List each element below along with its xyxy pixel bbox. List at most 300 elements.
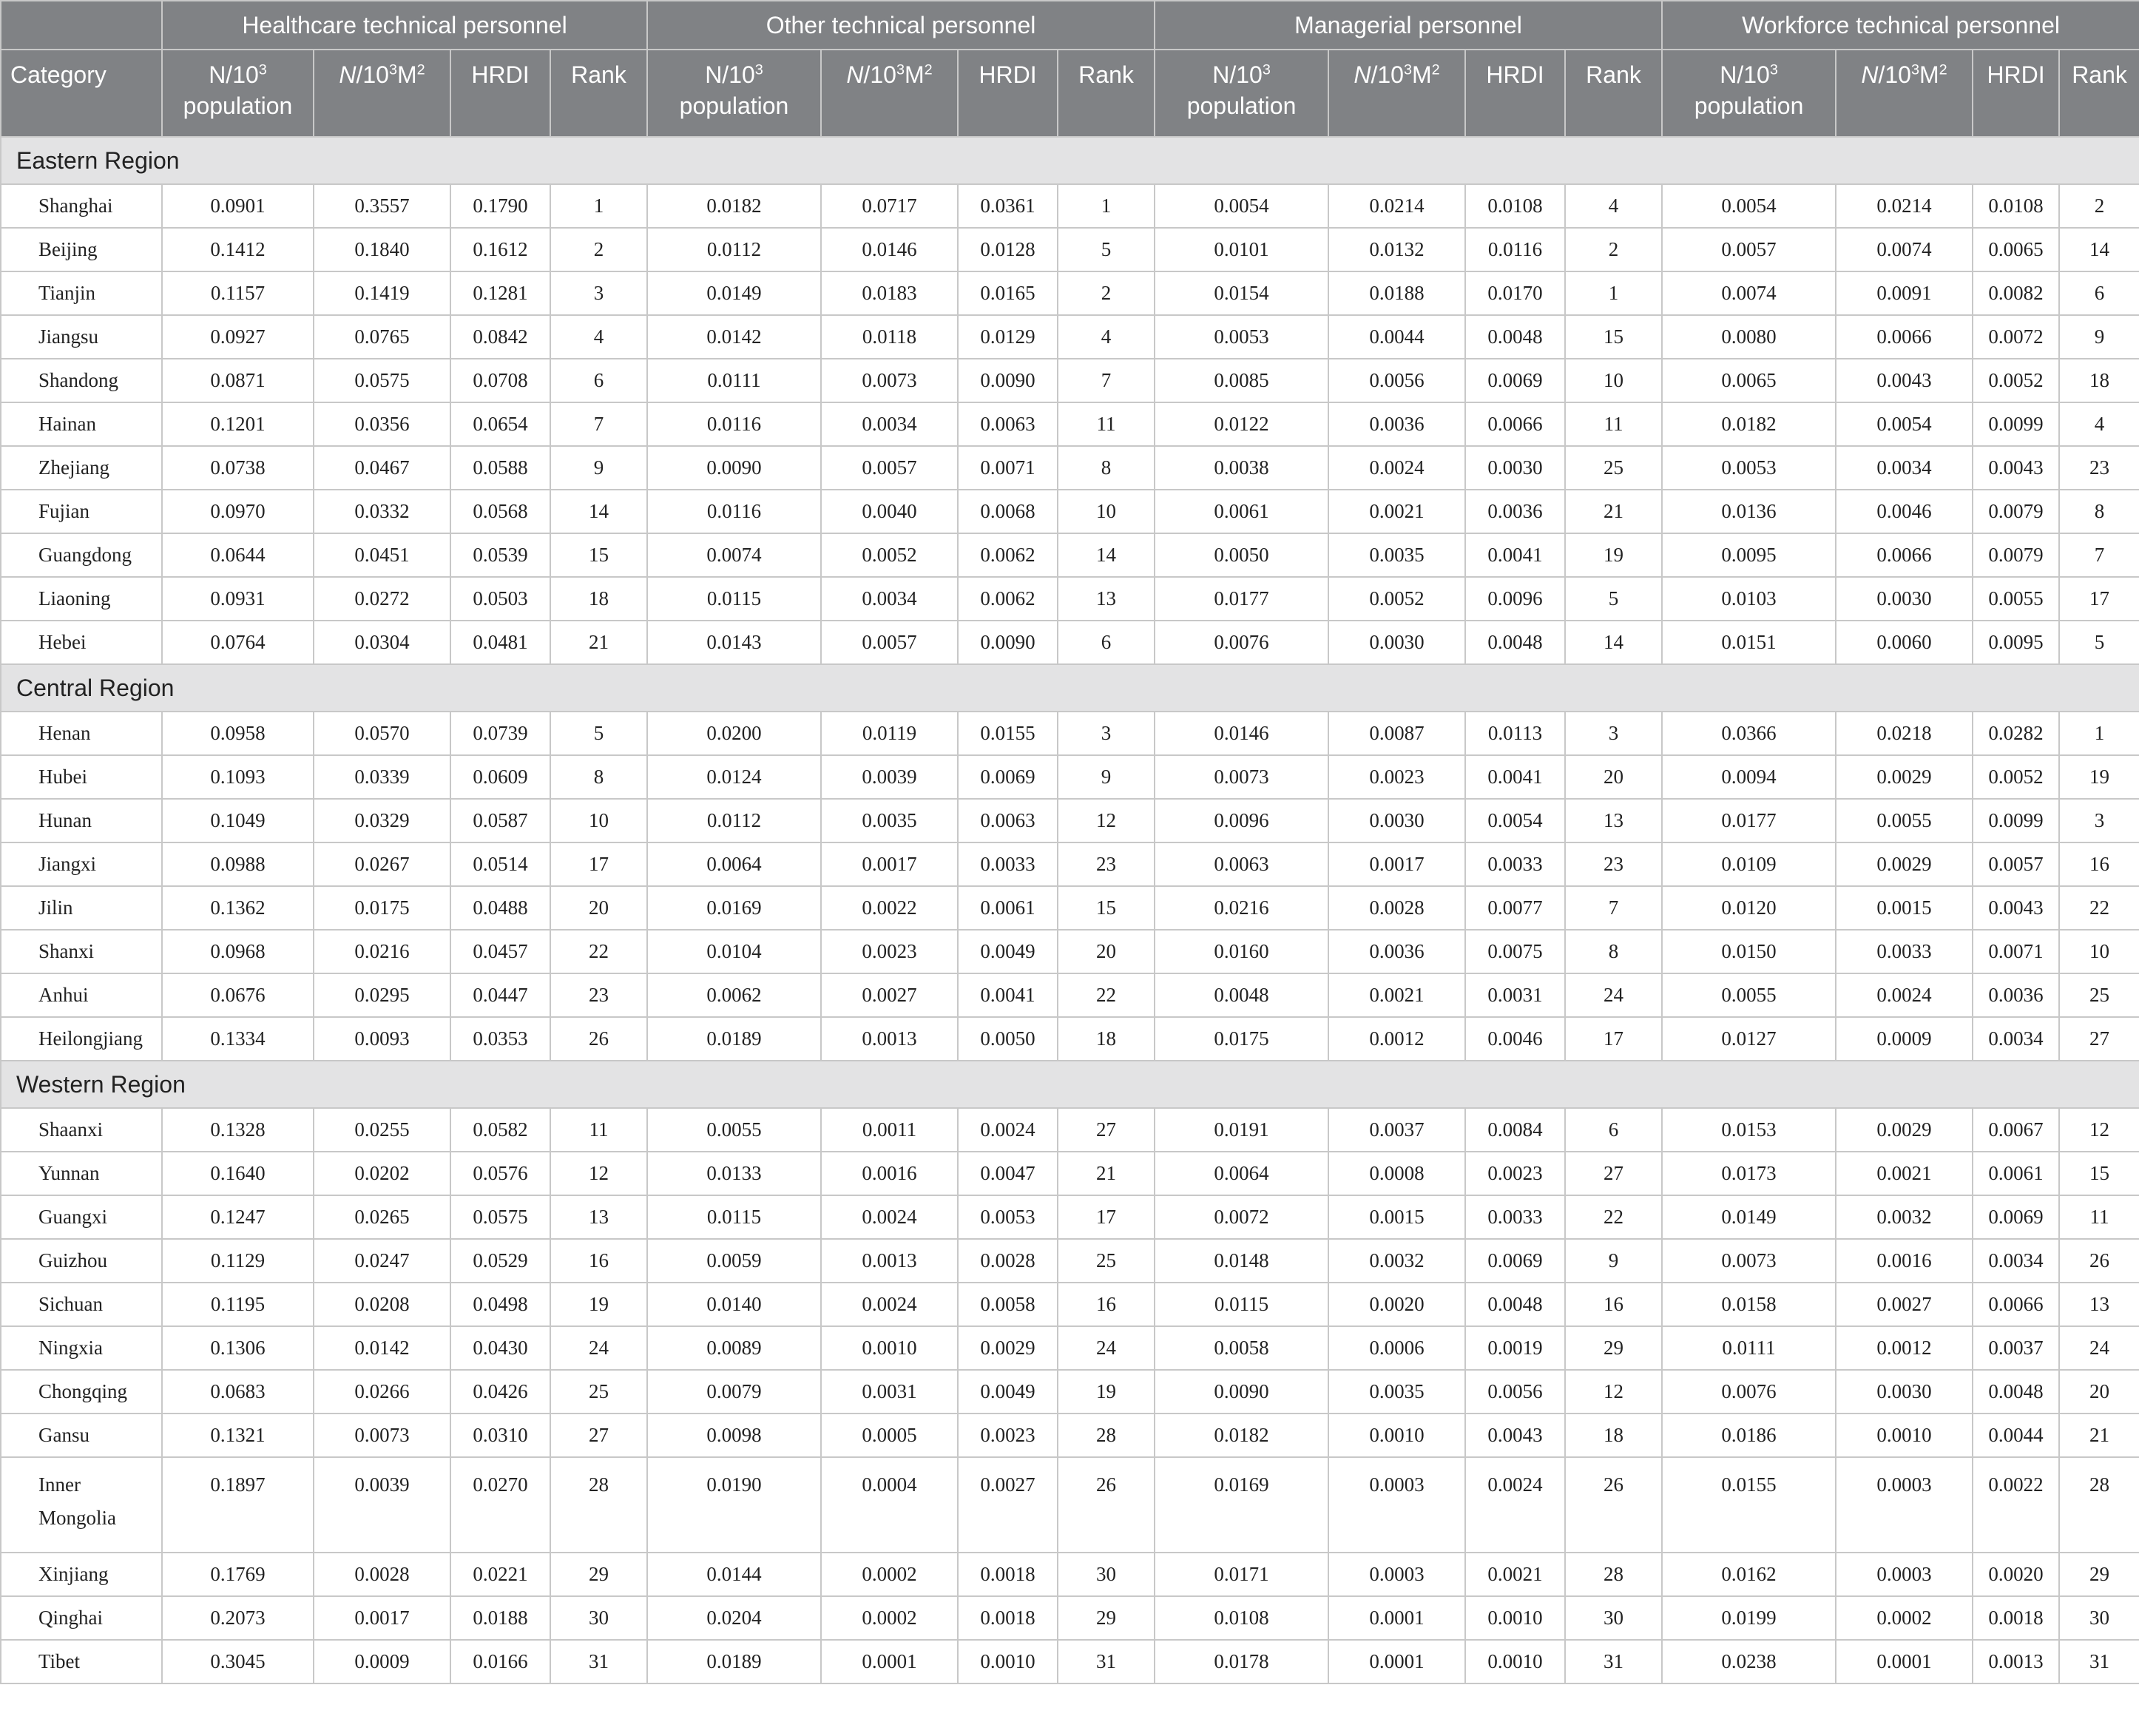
value-cell: 8 bbox=[550, 755, 647, 799]
region-name: Western Region bbox=[1, 1061, 2139, 1108]
value-cell: 0.0514 bbox=[450, 842, 550, 886]
value-cell: 0.0065 bbox=[1973, 228, 2059, 271]
value-cell: 0.0052 bbox=[821, 533, 958, 577]
value-cell: 0.0295 bbox=[314, 973, 450, 1017]
province-cell: Tianjin bbox=[1, 271, 162, 315]
col-header-rank: Rank bbox=[1565, 50, 1662, 137]
category-header: Category bbox=[1, 50, 162, 137]
value-cell: 0.0927 bbox=[162, 315, 314, 359]
value-cell: 9 bbox=[1565, 1239, 1662, 1283]
value-cell: 0.0568 bbox=[450, 490, 550, 533]
value-cell: 0.0199 bbox=[1662, 1596, 1836, 1640]
value-cell: 0.0055 bbox=[647, 1108, 821, 1152]
value-cell: 1 bbox=[1058, 184, 1155, 228]
value-cell: 30 bbox=[1565, 1596, 1662, 1640]
value-cell: 0.0310 bbox=[450, 1414, 550, 1457]
value-cell: 0.0272 bbox=[314, 577, 450, 621]
header-group-row bbox=[1, 1, 2139, 50]
value-cell: 18 bbox=[1565, 1414, 1662, 1457]
value-cell: 11 bbox=[1058, 402, 1155, 446]
value-cell: 0.0053 bbox=[1662, 446, 1836, 490]
value-cell: 0.0170 bbox=[1465, 271, 1565, 315]
value-cell: 26 bbox=[1058, 1457, 1155, 1553]
value-cell: 0.0004 bbox=[821, 1457, 958, 1553]
value-cell: 0.1419 bbox=[314, 271, 450, 315]
value-cell: 0.0017 bbox=[821, 842, 958, 886]
value-cell: 0.0043 bbox=[1465, 1414, 1565, 1457]
value-cell: 0.0076 bbox=[1155, 621, 1328, 664]
table-row bbox=[1, 1553, 2139, 1596]
value-cell: 21 bbox=[1565, 490, 1662, 533]
value-cell: 0.0053 bbox=[958, 1195, 1058, 1239]
value-cell: 0.0066 bbox=[1973, 1283, 2059, 1326]
value-cell: 31 bbox=[1565, 1640, 1662, 1683]
value-cell: 0.1093 bbox=[162, 755, 314, 799]
value-cell: 0.0054 bbox=[1465, 799, 1565, 842]
value-cell: 0.0062 bbox=[647, 973, 821, 1017]
value-cell: 12 bbox=[550, 1152, 647, 1195]
header-sub-row bbox=[1, 50, 2139, 137]
value-cell: 0.0049 bbox=[958, 930, 1058, 973]
table-row bbox=[1, 1640, 2139, 1683]
value-cell: 0.0079 bbox=[1973, 490, 2059, 533]
value-cell: 0.0457 bbox=[450, 930, 550, 973]
province-cell: Anhui bbox=[1, 973, 162, 1017]
value-cell: 0.0074 bbox=[1662, 271, 1836, 315]
value-cell: 0.0024 bbox=[821, 1195, 958, 1239]
value-cell: 0.3557 bbox=[314, 184, 450, 228]
value-cell: 0.0095 bbox=[1662, 533, 1836, 577]
value-cell: 11 bbox=[2059, 1195, 2139, 1239]
value-cell: 0.1897 bbox=[162, 1457, 314, 1553]
value-cell: 0.0765 bbox=[314, 315, 450, 359]
value-cell: 0.0001 bbox=[1328, 1640, 1465, 1683]
value-cell: 9 bbox=[2059, 315, 2139, 359]
value-cell: 6 bbox=[1565, 1108, 1662, 1152]
value-cell: 0.0098 bbox=[647, 1414, 821, 1457]
value-cell: 0.0069 bbox=[1465, 1239, 1565, 1283]
value-cell: 0.0052 bbox=[1973, 359, 2059, 402]
value-cell: 20 bbox=[1565, 755, 1662, 799]
value-cell: 0.0177 bbox=[1155, 577, 1328, 621]
value-cell: 0.0021 bbox=[1328, 973, 1465, 1017]
per-area-mid: /10 bbox=[1878, 61, 1911, 88]
value-cell: 0.0267 bbox=[314, 842, 450, 886]
value-cell: 0.0006 bbox=[1328, 1326, 1465, 1370]
province-cell: Jiangsu bbox=[1, 315, 162, 359]
value-cell: 0.0426 bbox=[450, 1370, 550, 1414]
per-pop-label: N/10 bbox=[209, 61, 259, 88]
value-cell: 8 bbox=[2059, 490, 2139, 533]
value-cell: 0.0128 bbox=[958, 228, 1058, 271]
table-row bbox=[1, 184, 2139, 228]
value-cell: 0.0020 bbox=[1973, 1553, 2059, 1596]
value-cell: 13 bbox=[2059, 1283, 2139, 1326]
table-row bbox=[1, 886, 2139, 930]
value-cell: 10 bbox=[1565, 359, 1662, 402]
value-cell: 0.0010 bbox=[958, 1640, 1058, 1683]
value-cell: 0.0095 bbox=[1973, 621, 2059, 664]
value-cell: 0.0021 bbox=[1465, 1553, 1565, 1596]
value-cell: 0.0041 bbox=[1465, 755, 1565, 799]
value-cell: 22 bbox=[550, 930, 647, 973]
value-cell: 0.0054 bbox=[1662, 184, 1836, 228]
col-header-hrdi: HRDI bbox=[958, 50, 1058, 137]
value-cell: 0.0074 bbox=[647, 533, 821, 577]
value-cell: 0.0654 bbox=[450, 402, 550, 446]
value-cell: 0.0071 bbox=[958, 446, 1058, 490]
value-cell: 0.0057 bbox=[1973, 842, 2059, 886]
value-cell: 11 bbox=[550, 1108, 647, 1152]
value-cell: 0.0182 bbox=[1155, 1414, 1328, 1457]
value-cell: 0.1306 bbox=[162, 1326, 314, 1370]
value-cell: 0.1201 bbox=[162, 402, 314, 446]
value-cell: 22 bbox=[1058, 973, 1155, 1017]
value-cell: 0.0093 bbox=[314, 1017, 450, 1061]
value-cell: 20 bbox=[2059, 1370, 2139, 1414]
per-pop-suffix: population bbox=[183, 92, 293, 119]
value-cell: 0.0015 bbox=[1328, 1195, 1465, 1239]
per-area-unit: M bbox=[904, 61, 925, 88]
value-cell: 0.0575 bbox=[450, 1195, 550, 1239]
value-cell: 31 bbox=[550, 1640, 647, 1683]
value-cell: 0.0058 bbox=[958, 1283, 1058, 1326]
value-cell: 0.0153 bbox=[1662, 1108, 1836, 1152]
table-row bbox=[1, 446, 2139, 490]
value-cell: 0.0013 bbox=[1973, 1640, 2059, 1683]
value-cell: 0.0010 bbox=[1465, 1596, 1565, 1640]
value-cell: 1 bbox=[1565, 271, 1662, 315]
value-cell: 0.0096 bbox=[1465, 577, 1565, 621]
value-cell: 0.0467 bbox=[314, 446, 450, 490]
value-cell: 0.0158 bbox=[1662, 1283, 1836, 1326]
value-cell: 0.0216 bbox=[1155, 886, 1328, 930]
region-name: Central Region bbox=[1, 664, 2139, 712]
value-cell: 0.0055 bbox=[1836, 799, 1973, 842]
value-cell: 0.0027 bbox=[1836, 1283, 1973, 1326]
per-area-sup2: 2 bbox=[924, 61, 933, 78]
per-pop-suffix: population bbox=[679, 92, 789, 119]
per-area-n: N bbox=[1861, 61, 1879, 88]
value-cell: 21 bbox=[2059, 1414, 2139, 1457]
value-cell: 29 bbox=[550, 1553, 647, 1596]
value-cell: 0.3045 bbox=[162, 1640, 314, 1683]
value-cell: 0.0035 bbox=[821, 799, 958, 842]
province-cell: Guangdong bbox=[1, 533, 162, 577]
table-row bbox=[1, 712, 2139, 755]
per-area-sup1: 3 bbox=[896, 61, 905, 78]
table-row bbox=[1, 1414, 2139, 1457]
value-cell: 6 bbox=[550, 359, 647, 402]
value-cell: 0.0339 bbox=[314, 755, 450, 799]
value-cell: 0.0096 bbox=[1155, 799, 1328, 842]
province-cell: Chongqing bbox=[1, 1370, 162, 1414]
value-cell: 15 bbox=[1058, 886, 1155, 930]
value-cell: 0.0069 bbox=[1973, 1195, 2059, 1239]
value-cell: 0.0048 bbox=[1465, 315, 1565, 359]
value-cell: 0.0332 bbox=[314, 490, 450, 533]
region-row bbox=[1, 664, 2139, 712]
value-cell: 28 bbox=[1565, 1553, 1662, 1596]
value-cell: 0.0063 bbox=[958, 799, 1058, 842]
value-cell: 0.0204 bbox=[647, 1596, 821, 1640]
value-cell: 0.0127 bbox=[1662, 1017, 1836, 1061]
value-cell: 0.0076 bbox=[1662, 1370, 1836, 1414]
value-cell: 4 bbox=[550, 315, 647, 359]
value-cell: 26 bbox=[1565, 1457, 1662, 1553]
value-cell: 0.0010 bbox=[1328, 1414, 1465, 1457]
value-cell: 0.0133 bbox=[647, 1152, 821, 1195]
value-cell: 0.0064 bbox=[1155, 1152, 1328, 1195]
value-cell: 29 bbox=[1565, 1326, 1662, 1370]
value-cell: 0.0587 bbox=[450, 799, 550, 842]
value-cell: 4 bbox=[1565, 184, 1662, 228]
value-cell: 0.0058 bbox=[1155, 1326, 1328, 1370]
value-cell: 0.0155 bbox=[1662, 1457, 1836, 1553]
value-cell: 0.0162 bbox=[1662, 1553, 1836, 1596]
value-cell: 29 bbox=[2059, 1553, 2139, 1596]
col-header-per-area bbox=[1836, 50, 1973, 137]
value-cell: 0.1195 bbox=[162, 1283, 314, 1326]
value-cell: 0.0488 bbox=[450, 886, 550, 930]
per-pop-suffix: population bbox=[1186, 92, 1297, 119]
value-cell: 23 bbox=[1565, 842, 1662, 886]
value-cell: 0.0178 bbox=[1155, 1640, 1328, 1683]
per-pop-suffix: population bbox=[1694, 92, 1804, 119]
value-cell: 0.0090 bbox=[647, 446, 821, 490]
value-cell: 0.0146 bbox=[821, 228, 958, 271]
value-cell: 3 bbox=[1565, 712, 1662, 755]
table-header bbox=[1, 1, 2139, 137]
value-cell: 24 bbox=[550, 1326, 647, 1370]
value-cell: 0.0099 bbox=[1973, 799, 2059, 842]
province-cell: Shanxi bbox=[1, 930, 162, 973]
value-cell: 0.0529 bbox=[450, 1239, 550, 1283]
value-cell: 0.0142 bbox=[314, 1326, 450, 1370]
table-row bbox=[1, 1283, 2139, 1326]
value-cell: 0.0218 bbox=[1836, 712, 1973, 755]
value-cell: 0.0177 bbox=[1662, 799, 1836, 842]
value-cell: 0.0030 bbox=[1836, 577, 1973, 621]
value-cell: 0.0002 bbox=[1836, 1596, 1973, 1640]
value-cell: 0.0842 bbox=[450, 315, 550, 359]
value-cell: 0.0048 bbox=[1465, 1283, 1565, 1326]
value-cell: 15 bbox=[2059, 1152, 2139, 1195]
value-cell: 0.0065 bbox=[1662, 359, 1836, 402]
value-cell: 0.0988 bbox=[162, 842, 314, 886]
per-pop-sup: 3 bbox=[754, 61, 763, 78]
value-cell: 0.0017 bbox=[314, 1596, 450, 1640]
table-row bbox=[1, 1108, 2139, 1152]
value-cell: 0.0035 bbox=[1328, 533, 1465, 577]
value-cell: 0.0049 bbox=[958, 1370, 1058, 1414]
value-cell: 0.0005 bbox=[821, 1414, 958, 1457]
value-cell: 0.0118 bbox=[821, 315, 958, 359]
value-cell: 0.0120 bbox=[1662, 886, 1836, 930]
value-cell: 7 bbox=[550, 402, 647, 446]
table-row bbox=[1, 755, 2139, 799]
value-cell: 0.0111 bbox=[1662, 1326, 1836, 1370]
value-cell: 0.0054 bbox=[1836, 402, 1973, 446]
per-area-unit: M bbox=[1412, 61, 1432, 88]
value-cell: 0.0171 bbox=[1155, 1553, 1328, 1596]
value-cell: 26 bbox=[550, 1017, 647, 1061]
value-cell: 0.0094 bbox=[1662, 755, 1836, 799]
col-header-hrdi: HRDI bbox=[1973, 50, 2059, 137]
table-row bbox=[1, 1457, 2139, 1553]
value-cell: 0.0154 bbox=[1155, 271, 1328, 315]
value-cell: 0.0033 bbox=[958, 842, 1058, 886]
value-cell: 0.0189 bbox=[647, 1640, 821, 1683]
value-cell: 0.0214 bbox=[1328, 184, 1465, 228]
value-cell: 0.0119 bbox=[821, 712, 958, 755]
table-row bbox=[1, 1239, 2139, 1283]
per-area-mid: /10 bbox=[1371, 61, 1404, 88]
per-area-mid: /10 bbox=[863, 61, 896, 88]
value-cell: 0.0024 bbox=[1328, 446, 1465, 490]
value-cell: 0.0282 bbox=[1973, 712, 2059, 755]
province-cell: Guangxi bbox=[1, 1195, 162, 1239]
value-cell: 0.0035 bbox=[1328, 1370, 1465, 1414]
per-area-sup1: 3 bbox=[388, 61, 397, 78]
table-row bbox=[1, 533, 2139, 577]
group-header-managerial: Managerial personnel bbox=[1155, 1, 1662, 50]
value-cell: 0.0931 bbox=[162, 577, 314, 621]
value-cell: 0.0112 bbox=[647, 228, 821, 271]
value-cell: 0.0247 bbox=[314, 1239, 450, 1283]
value-cell: 0.0113 bbox=[1465, 712, 1565, 755]
province-cell: Shanghai bbox=[1, 184, 162, 228]
value-cell: 14 bbox=[550, 490, 647, 533]
value-cell: 0.0010 bbox=[821, 1326, 958, 1370]
value-cell: 0.1321 bbox=[162, 1414, 314, 1457]
table-row bbox=[1, 1370, 2139, 1414]
value-cell: 0.0034 bbox=[821, 402, 958, 446]
value-cell: 0.0052 bbox=[1328, 577, 1465, 621]
value-cell: 0.1281 bbox=[450, 271, 550, 315]
per-area-sup2: 2 bbox=[416, 61, 425, 78]
value-cell: 28 bbox=[2059, 1457, 2139, 1553]
value-cell: 0.0033 bbox=[1465, 1195, 1565, 1239]
value-cell: 24 bbox=[1058, 1326, 1155, 1370]
province-cell: Shaanxi bbox=[1, 1108, 162, 1152]
value-cell: 7 bbox=[1058, 359, 1155, 402]
value-cell: 0.0190 bbox=[647, 1457, 821, 1553]
value-cell: 0.0039 bbox=[821, 755, 958, 799]
value-cell: 28 bbox=[1058, 1414, 1155, 1457]
value-cell: 20 bbox=[1058, 930, 1155, 973]
col-header-per-population bbox=[1662, 50, 1836, 137]
value-cell: 0.0079 bbox=[647, 1370, 821, 1414]
value-cell: 0.0003 bbox=[1836, 1457, 1973, 1553]
value-cell: 0.0032 bbox=[1328, 1239, 1465, 1283]
value-cell: 0.0103 bbox=[1662, 577, 1836, 621]
value-cell: 0.0052 bbox=[1973, 755, 2059, 799]
value-cell: 18 bbox=[2059, 359, 2139, 402]
value-cell: 0.0101 bbox=[1155, 228, 1328, 271]
value-cell: 0.0046 bbox=[1465, 1017, 1565, 1061]
value-cell: 6 bbox=[1058, 621, 1155, 664]
value-cell: 0.0066 bbox=[1836, 533, 1973, 577]
value-cell: 0.1362 bbox=[162, 886, 314, 930]
value-cell: 0.0073 bbox=[1662, 1239, 1836, 1283]
value-cell: 17 bbox=[1058, 1195, 1155, 1239]
value-cell: 0.0057 bbox=[821, 621, 958, 664]
value-cell: 0.0175 bbox=[314, 886, 450, 930]
value-cell: 27 bbox=[1058, 1108, 1155, 1152]
value-cell: 0.0032 bbox=[1836, 1195, 1973, 1239]
value-cell: 0.0068 bbox=[958, 490, 1058, 533]
value-cell: 0.0003 bbox=[1328, 1553, 1465, 1596]
value-cell: 0.0112 bbox=[647, 799, 821, 842]
region-name: Eastern Region bbox=[1, 137, 2139, 184]
value-cell: 0.0970 bbox=[162, 490, 314, 533]
per-area-unit: M bbox=[1919, 61, 1939, 88]
value-cell: 28 bbox=[550, 1457, 647, 1553]
province-cell: Hainan bbox=[1, 402, 162, 446]
value-cell: 0.0016 bbox=[1836, 1239, 1973, 1283]
value-cell: 0.0676 bbox=[162, 973, 314, 1017]
province-cell: Tibet bbox=[1, 1640, 162, 1683]
value-cell: 0.0173 bbox=[1662, 1152, 1836, 1195]
value-cell: 0.0008 bbox=[1328, 1152, 1465, 1195]
per-pop-sup: 3 bbox=[258, 61, 267, 78]
value-cell: 0.0034 bbox=[1836, 446, 1973, 490]
value-cell: 0.0023 bbox=[1328, 755, 1465, 799]
value-cell: 0.0063 bbox=[958, 402, 1058, 446]
value-cell: 0.0041 bbox=[1465, 533, 1565, 577]
value-cell: 0.0055 bbox=[1662, 973, 1836, 1017]
value-cell: 2 bbox=[550, 228, 647, 271]
value-cell: 0.0200 bbox=[647, 712, 821, 755]
value-cell: 0.0958 bbox=[162, 712, 314, 755]
value-cell: 0.0708 bbox=[450, 359, 550, 402]
value-cell: 13 bbox=[550, 1195, 647, 1239]
value-cell: 0.1334 bbox=[162, 1017, 314, 1061]
value-cell: 0.0166 bbox=[450, 1640, 550, 1683]
value-cell: 0.0018 bbox=[1973, 1596, 2059, 1640]
value-cell: 0.0057 bbox=[821, 446, 958, 490]
value-cell: 0.1640 bbox=[162, 1152, 314, 1195]
per-area-n: N bbox=[846, 61, 864, 88]
value-cell: 0.0090 bbox=[958, 621, 1058, 664]
table-row bbox=[1, 577, 2139, 621]
value-cell: 0.0009 bbox=[314, 1640, 450, 1683]
value-cell: 3 bbox=[1058, 712, 1155, 755]
value-cell: 0.0072 bbox=[1973, 315, 2059, 359]
value-cell: 0.0048 bbox=[1973, 1370, 2059, 1414]
value-cell: 0.0023 bbox=[821, 930, 958, 973]
province-cell: Guizhou bbox=[1, 1239, 162, 1283]
province-cell: Gansu bbox=[1, 1414, 162, 1457]
value-cell: 27 bbox=[2059, 1017, 2139, 1061]
value-cell: 14 bbox=[2059, 228, 2139, 271]
value-cell: 10 bbox=[2059, 930, 2139, 973]
value-cell: 19 bbox=[1058, 1370, 1155, 1414]
value-cell: 0.0022 bbox=[821, 886, 958, 930]
value-cell: 0.0063 bbox=[1155, 842, 1328, 886]
value-cell: 0.0043 bbox=[1973, 886, 2059, 930]
value-cell: 0.0013 bbox=[821, 1239, 958, 1283]
value-cell: 0.0108 bbox=[1973, 184, 2059, 228]
value-cell: 0.0717 bbox=[821, 184, 958, 228]
value-cell: 0.0010 bbox=[1465, 1640, 1565, 1683]
col-header-per-area bbox=[821, 50, 958, 137]
value-cell: 31 bbox=[1058, 1640, 1155, 1683]
value-cell: 0.0186 bbox=[1662, 1414, 1836, 1457]
value-cell: 0.0182 bbox=[647, 184, 821, 228]
province-cell: Sichuan bbox=[1, 1283, 162, 1326]
